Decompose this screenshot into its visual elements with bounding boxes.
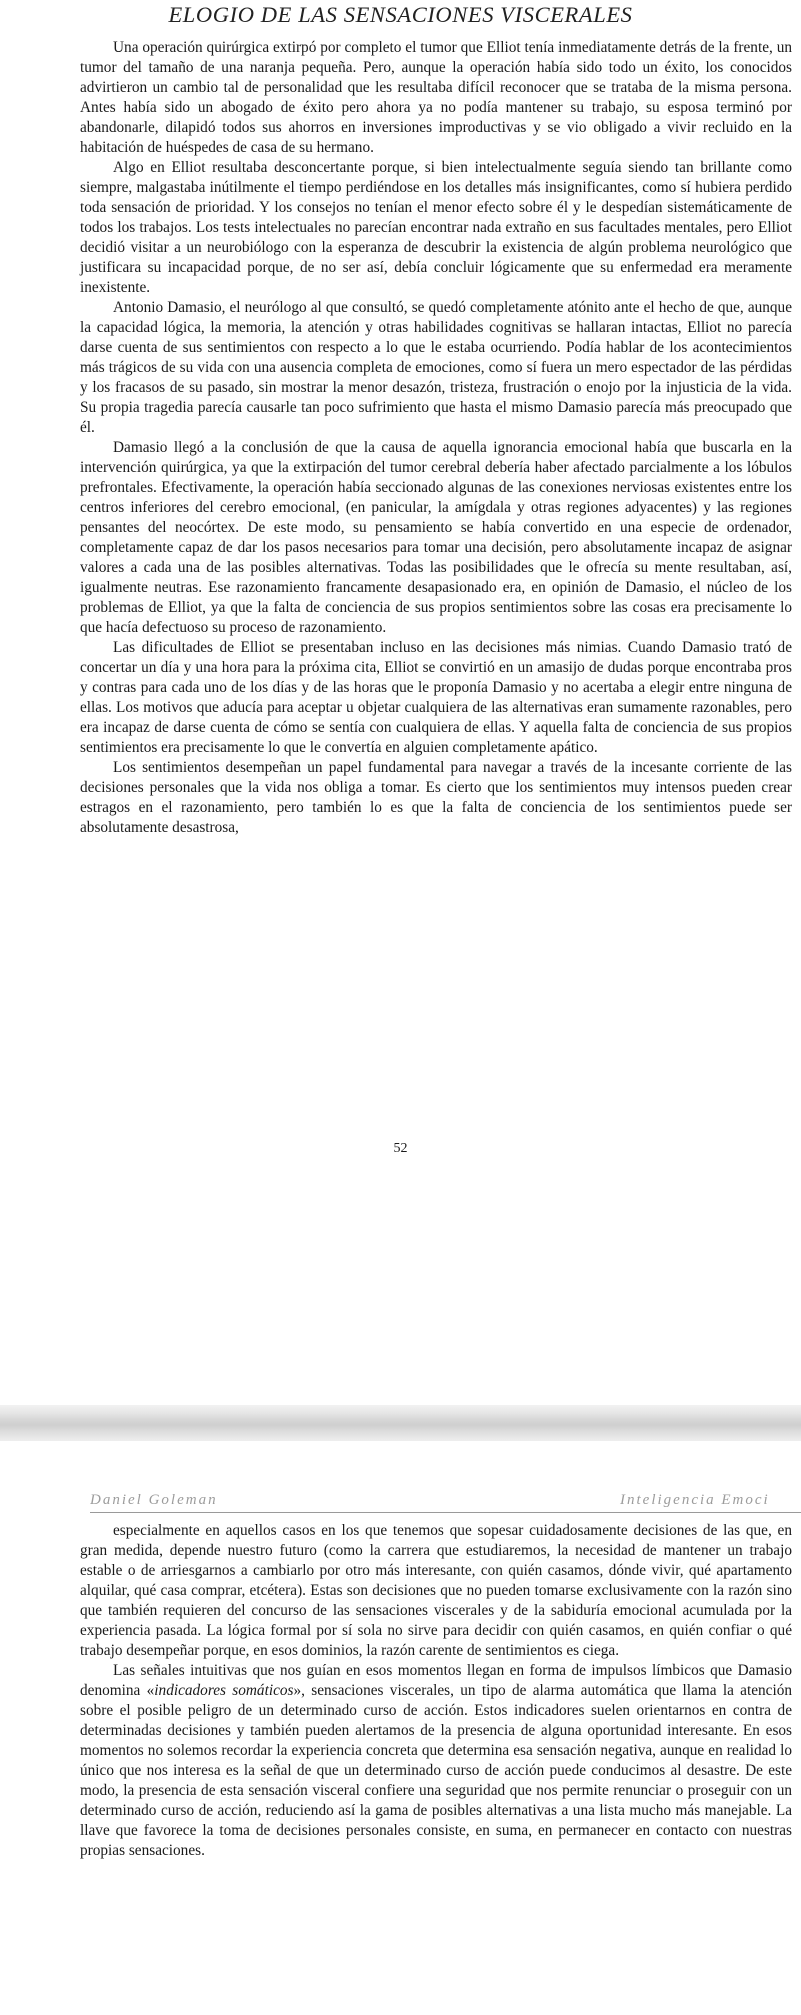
page-53-body — [80, 1521, 792, 1861]
running-head-book-title: Inteligencia Emoci — [620, 1492, 770, 1508]
page-52-body — [80, 38, 792, 838]
running-head-author: Daniel Goleman — [90, 1492, 218, 1508]
paragraph: Antonio Damasio, el neurólogo al que consultó, se quedó completamente atónito ante el hecho de que, aunque la capacidad lógica, la memoria, la atención y otras habilidades cognitivas se hallaran intactas, Elliot no parecía darse cuenta de sus sentimientos con respecto a lo que le estaba ocurriendo. Podía hablar de los acontecimientos más trágicos de su vida con una ausencia completa de emociones, como sí fuera un mero espectador de las pérdidas y los fracasos de su pasado, sin mostrar la menor desazón, tristeza, frustración o enojo por la injusticia de la vida. Su propia tragedia parecía causarle tan poco sufrimiento que hasta el mismo Damasio parecía más preocupado que él. — [80, 299, 792, 436]
paragraph: Algo en Elliot resultaba desconcertante porque, si bien intelectualmente seguía siendo tan brillante como siempre, malgastaba inútilmente el tiempo perdiéndose en los detalles más insignificantes, como sí hubiera perdido toda sensación de prioridad. Y los consejos no tenían el menor efecto sobre él y le despedían sistemáticamente de todos los trabajos. Los tests intelectuales no parecían encontrar nada extraño en sus facultades mentales, pero Elliot decidió visitar a un neurobiólogo con la esperanza de descubrir la existencia de algún problema neurológico que justificara su incapacidad porque, de no ser así, debía concluir lógicamente que su enfermedad era meramente inexistente. — [80, 159, 792, 296]
paragraph — [80, 1661, 792, 1861]
paragraph-text: », sensaciones viscerales, un tipo de alarma automática que llama la atención sobre el posible peligro de un determinado curso de acción. Estos indicadores suelen orientarnos en contra de determinadas decisiones y también pueden alertamos de la presencia de alguna oportunidad interesante. En esos momentos no solemos recordar la experiencia concreta que determina esa sensación negativa, aunque en realidad lo único que nos interesa es la señal de que un determinado curso de acción puede conducimos al desastre. De este modo, la presencia de esta sensación visceral confiere una seguridad que nos permite renunciar o proseguir con un determinado curso de acción, reduciendo así la gama de posibles alternativas a una lista mucho más manejable. La llave que favorece la toma de decisiones personales consiste, en suma, en permanecer en contacto con nuestras propias sensaciones. — [80, 1682, 792, 1859]
paragraph: Las dificultades de Elliot se presentaban incluso en las decisiones más nimias. Cuando Damasio trató de concertar un día y una hora para la próxima cita, Elliot se convirtió en un amasijo de dudas porque encontraba pros y contras para cada uno de los días y de las horas que le proponía Damasio y no acertaba a elegir entre ninguna de ellas. Los motivos que aducía para aceptar u objetar cualquiera de las alternativas eran sumamente razonables, pero era incapaz de darse cuenta de cómo se sentía con cualquiera de ellas. Y aquella falta de conciencia de sus propios sentimientos era precisamente lo que le convertía en alguien completamente apático. — [80, 639, 792, 756]
paragraph: especialmente en aquellos casos en los que tenemos que sopesar cuidadosamente decisiones de las que, en gran medida, depende nuestro futuro (como la carrera que estudiaremos, la necesidad de mantener un trabajo estable o de arriesgarnos a cambiarlo por otro más interesante, con quién casamos, dónde vivir, qué apartamento alquilar, qué casa comprar, etcétera). Estas son decisiones que no pueden tomarse exclusivamente con la razón sino que también requieren del concurso de las sensaciones viscerales y de la sabiduría emocional acumulada por la experiencia pasada. La lógica formal por sí sola no sirve para decidir con quién casamos, en quién confiar o qué trabajo desempeñar porque, en esos dominios, la razón carente de sentimientos es ciega. — [80, 1522, 792, 1659]
page-number: 52 — [393, 1141, 408, 1156]
chapter-title: ELOGIO DE LAS SENSACIONES VISCERALES — [168, 2, 633, 27]
italic-term: indicadores somáticos — [154, 1682, 294, 1699]
running-head — [90, 1490, 801, 1513]
paragraph: Una operación quirúrgica extirpó por completo el tumor que Elliot tenía inmediatamente detrás de la frente, un tumor del tamaño de una naranja pequeña. Pero, aunque la operación había sido todo un éxito, los conocidos advirtieron un cambio tal de personalidad que les resultaba difícil reconocer que se trataba de la misma persona. Antes había sido un abogado de éxito pero ahora ya no podía mantener su trabajo, su esposa terminó por abandonarle, dilapidó todos sus ahorros en inversiones improductivas y se vio obligado a vivir recluido en la habitación de huéspedes de casa de su hermano. — [80, 39, 792, 156]
page-separator — [0, 1405, 801, 1441]
paragraph: Los sentimientos desempeñan un papel fundamental para navegar a través de la incesante corriente de las decisiones personales que la vida nos obliga a tomar. Es cierto que los sentimientos muy intensos pueden crear estragos en el razonamiento, pero también lo es que la falta de conciencia de los sentimientos puede ser absolutamente desastrosa, — [80, 759, 792, 836]
paragraph: Damasio llegó a la conclusión de que la causa de aquella ignorancia emocional había que buscarla en la intervención quirúrgica, ya que la extirpación del tumor cerebral debería haber afectado parcialmente a los lóbulos prefrontales. Efectivamente, la operación había seccionado algunas de las conexiones nerviosas existentes entre los centros inferiores del cerebro emocional, (en panicular, la amígdala y otras regiones adyacentes) y las regiones pensantes del neocórtex. De este modo, su pensamiento se había convertido en una especie de ordenador, completamente capaz de dar los pasos necesarios para tomar una decisión, pero absolutamente incapaz de asignar valores a cada una de las posibles alternativas. Todas las posibilidades que le ofrecía su mente resultaban, así, igualmente neutras. Ese razonamiento francamente desapasionado era, en opinión de Damasio, el núcleo de los problemas de Elliot, ya que la falta de conciencia de sus propios sentimientos sobre las cosas era precisamente lo que hacía defectuoso su proceso de razonamiento. — [80, 439, 792, 636]
paragraph-text: Las señales intuitivas que nos guían en esos momentos llegan en forma de impulsos límbicos que Damasio denomina « — [80, 1662, 792, 1699]
